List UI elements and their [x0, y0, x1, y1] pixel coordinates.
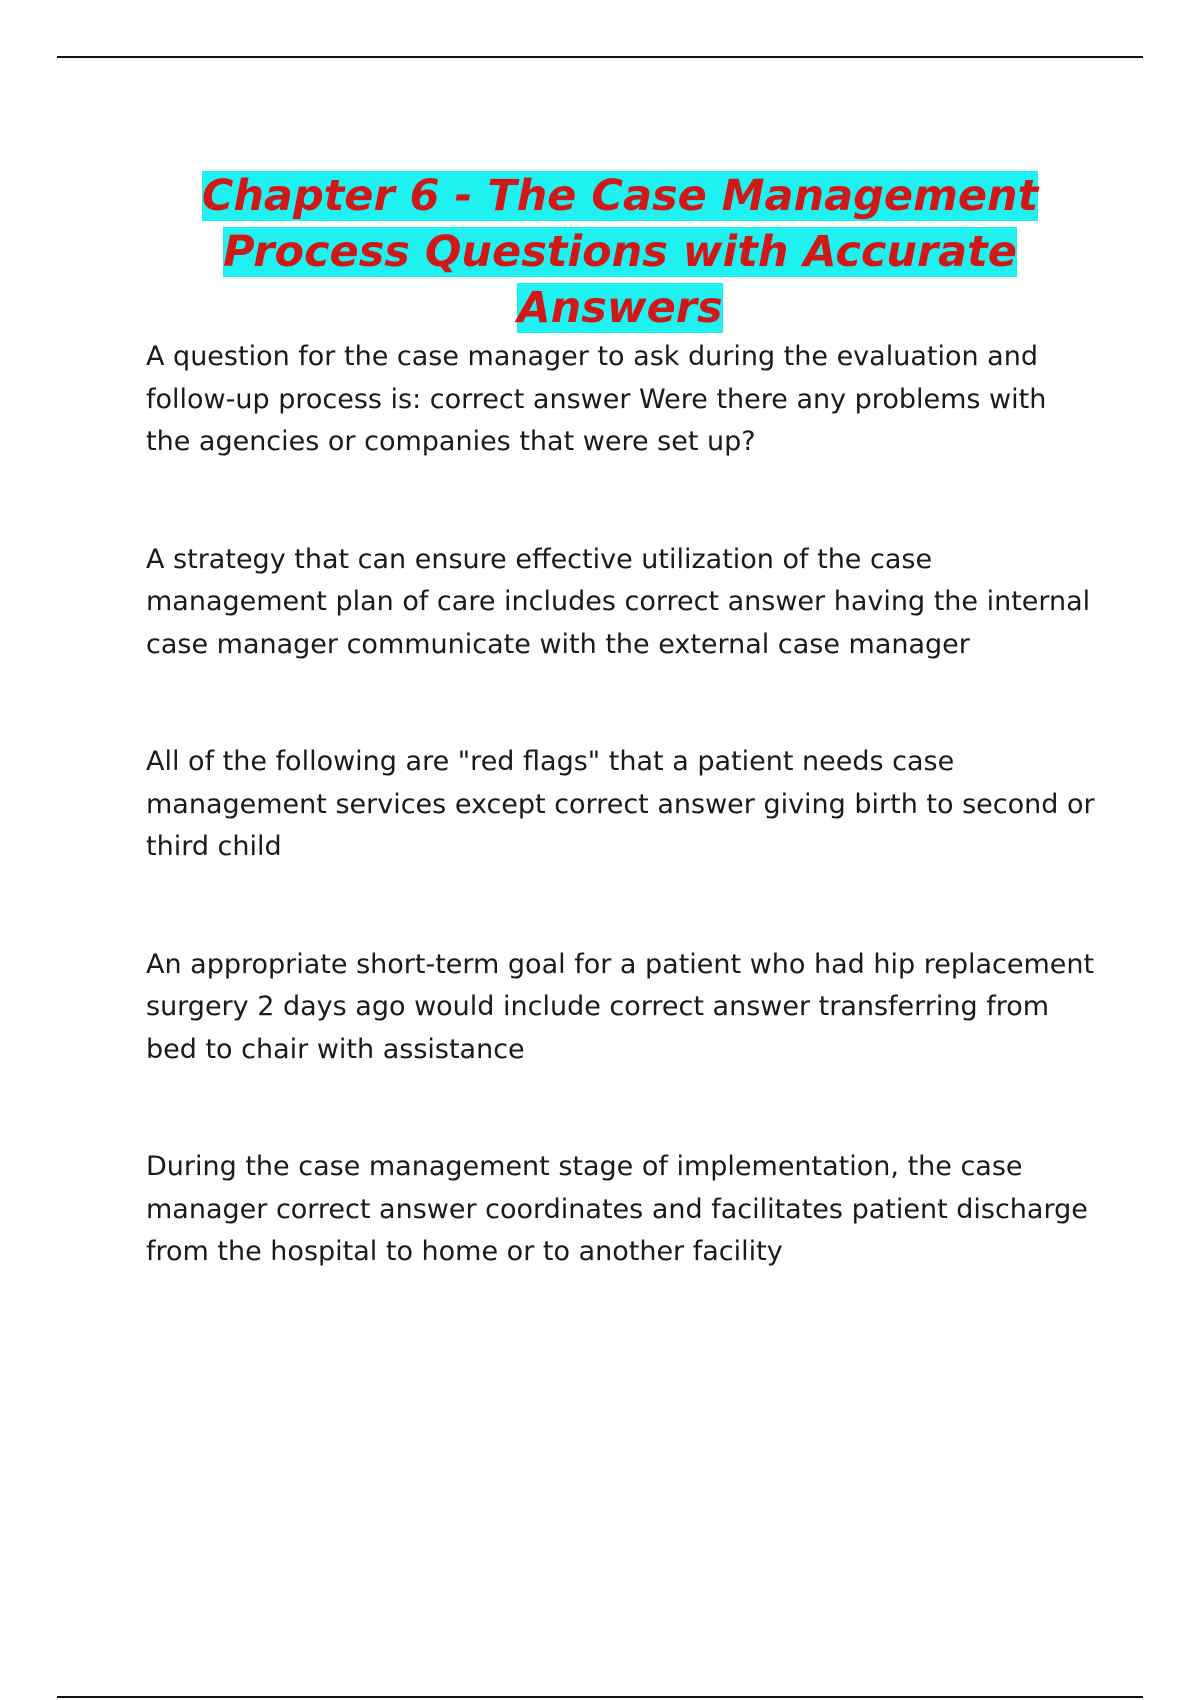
- top-divider: [57, 56, 1143, 58]
- qa-item-3: All of the following are "red flags" that a patient needs case management services except correct answer giving birth to second or third child: [146, 746, 1095, 862]
- qa-item-2: A strategy that can ensure effective utilization of the case management plan of care includes correct answer having the internal case manager communicate with the external case manager: [146, 543, 1091, 660]
- qa-item-1: A question for the case manager to ask during the evaluation and follow-up process is: correct answer Were there any problems with the agencies or companies that were set up?: [146, 341, 1047, 457]
- qa-list: [146, 336, 1096, 1349]
- bottom-divider: [57, 1696, 1143, 1698]
- document-title: [130, 168, 1110, 336]
- qa-item-4: An appropriate short-term goal for a patient who had hip replacement surgery 2 days ago would include correct answer transferring from bed to chair with assistance: [146, 948, 1095, 1065]
- qa-item-5: During the case management stage of implementation, the case manager correct answer coordinates and facilitates patient discharge from the hospital to home or to another facility: [146, 1151, 1088, 1267]
- document-title-text: Chapter 6 - The Case Management Process Questions with Accurate Answers: [201, 171, 1039, 333]
